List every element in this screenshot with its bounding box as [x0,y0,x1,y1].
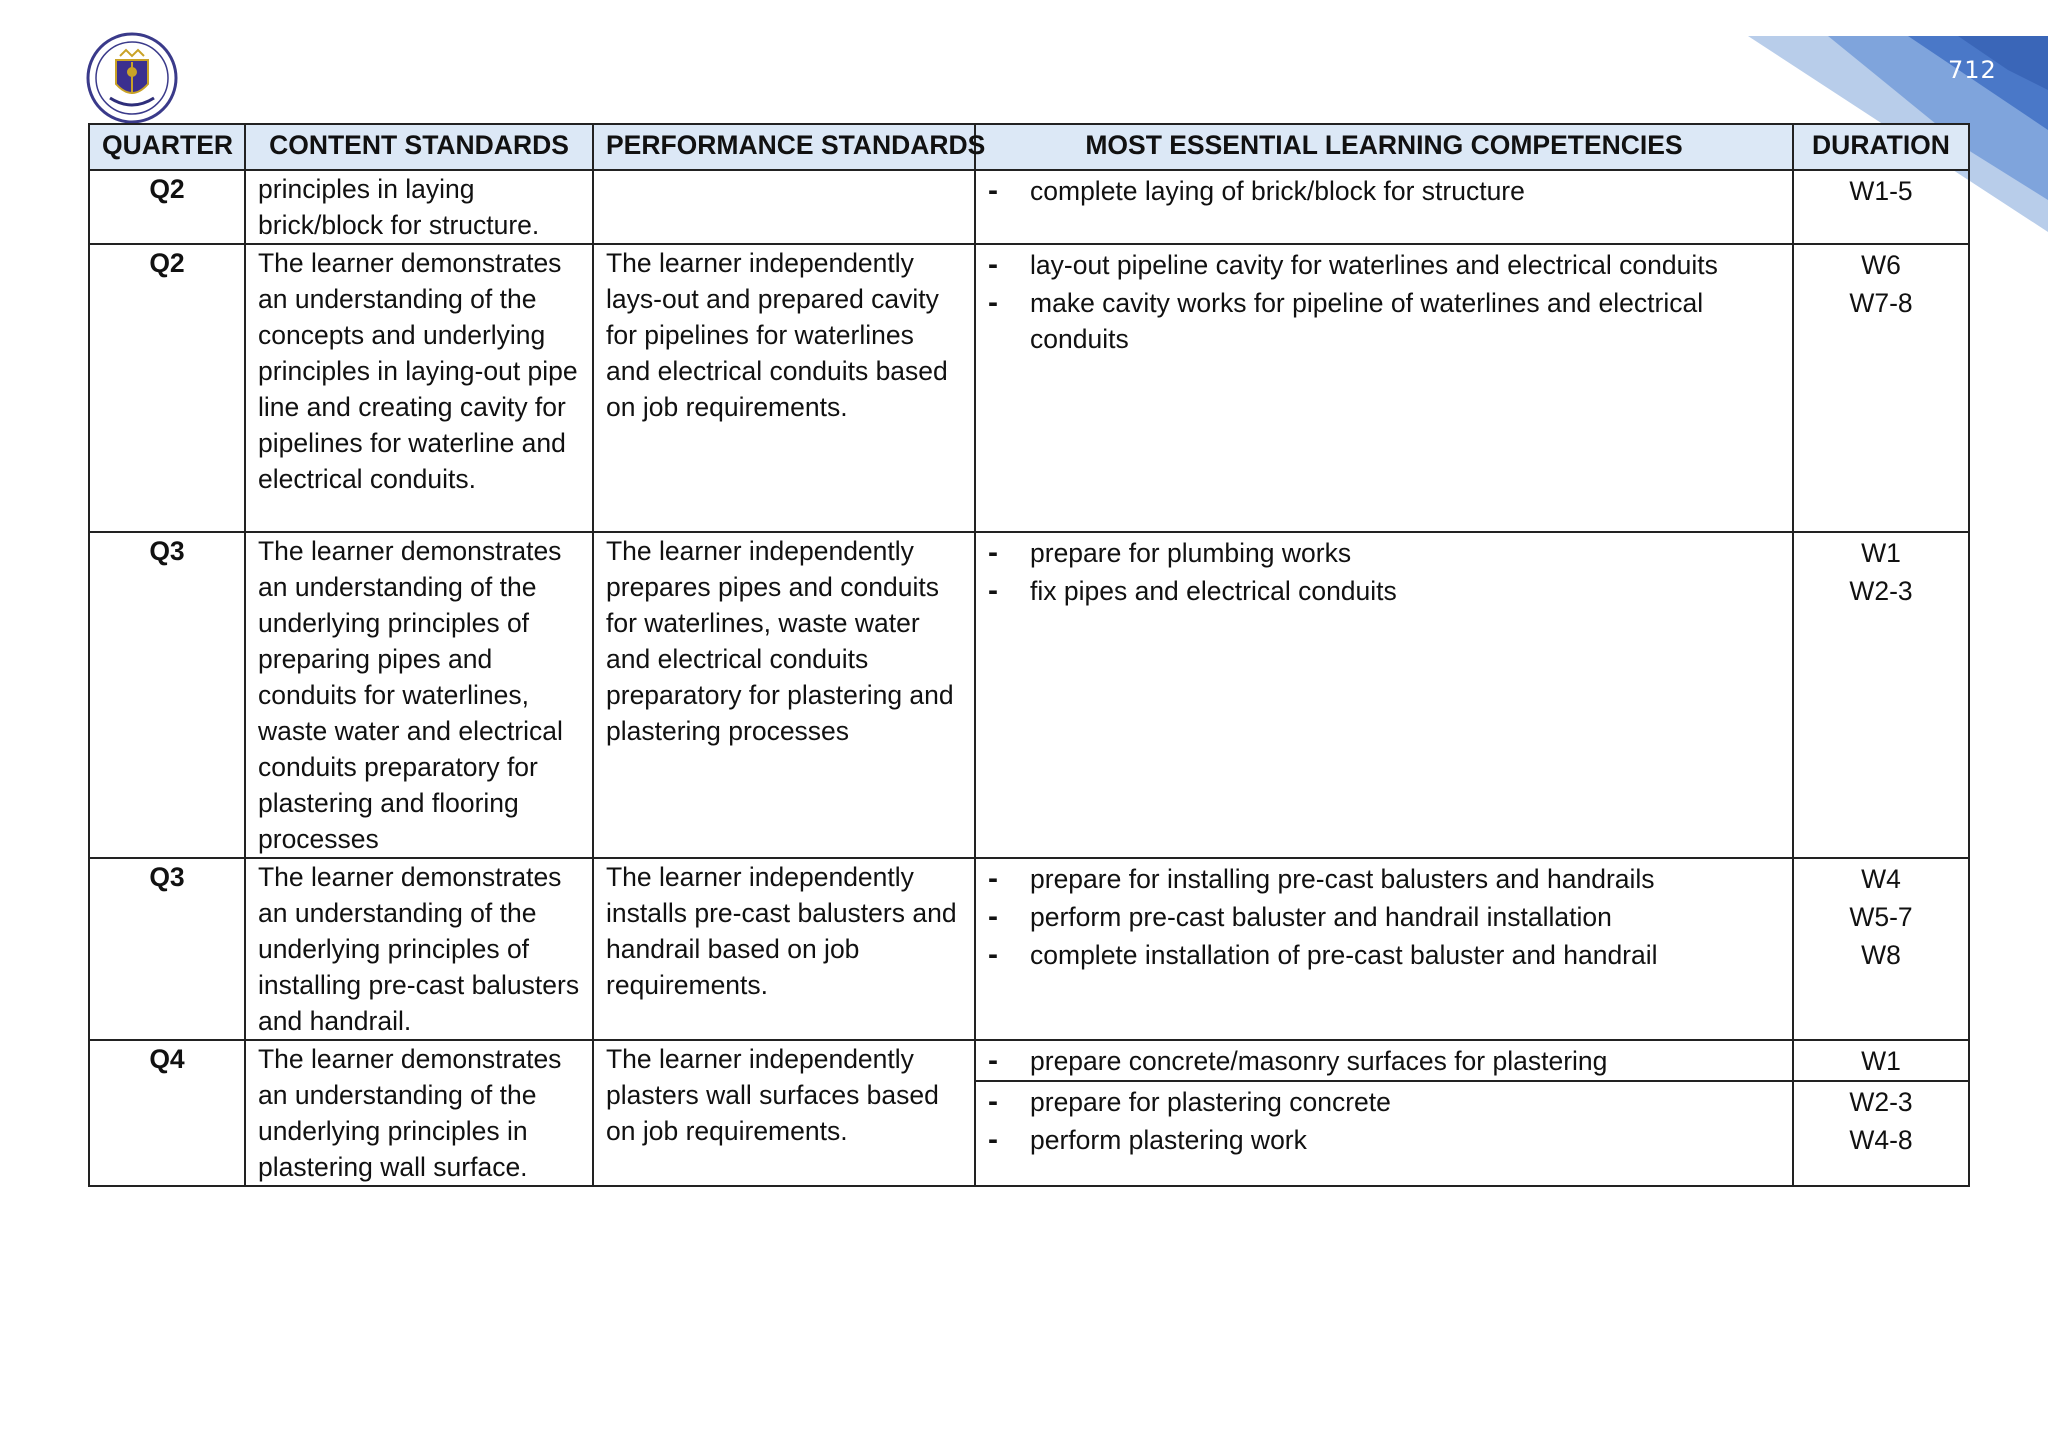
competency-text: prepare for plumbing works [1030,538,1352,568]
competencies-cell [975,858,1793,1040]
content-standard-cell: The learner demonstrates an understanding of the underlying principles of installing pre-cast balusters and handrail. [245,858,593,1040]
competencies-cell [975,1081,1793,1186]
competency-text: perform plastering work [1030,1124,1307,1155]
competency-text: perform pre-cast baluster and handrail installation [1030,902,1612,932]
competency-item [988,285,1780,357]
curriculum-table [88,123,1970,1187]
header-duration: DURATION [1793,124,1969,170]
performance-standard-cell: The learner independently lays-out and prepared cavity for pipelines for waterlines and electrical conduits based on job requirements. [593,244,975,532]
competencies-cell [975,1040,1793,1081]
content-standard-cell: The learner demonstrates an understanding of the underlying principles of preparing pipes and conduits for waterlines, waste water and electrical conduits preparatory for plastering and flooring processes [245,532,593,858]
competencies-cell [975,532,1793,858]
quarter-cell: Q3 [89,858,245,1040]
content-standard-cell: The learner demonstrates an understanding of the underlying principles in plastering wall surface. [245,1040,593,1186]
quarter-cell: Q4 [89,1040,245,1186]
competency-item [988,937,1780,973]
duration-value: W6 [1861,250,1901,280]
header-content-standards: CONTENT STANDARDS [245,124,593,170]
bullet-dash: - [988,1084,998,1118]
bullet-dash: - [988,1044,998,1077]
performance-standard-cell: The learner independently installs pre-cast balusters and handrail based on job requirements. [593,858,975,1040]
quarter-cell: Q2 [89,244,245,532]
bullet-dash: - [988,1122,998,1156]
duration-value: W7-8 [1849,288,1913,318]
duration-value: W4 [1861,864,1901,894]
competency-text: lay-out pipeline cavity for waterlines and electrical conduits [1030,250,1718,280]
duration-cell [1793,1040,1969,1081]
table-row [89,858,1969,1040]
competency-item [988,1122,1780,1158]
competency-item [988,1084,1780,1120]
table-row [89,1040,1969,1081]
quarter-cell: Q2 [89,170,245,244]
table-row [89,244,1969,532]
bullet-dash: - [988,174,998,207]
competency-text: prepare concrete/masonry surfaces for plastering [1030,1046,1608,1076]
competency-text: prepare for installing pre-cast balusters and handrails [1030,864,1655,894]
header-performance-standards: PERFORMANCE STANDARDS [593,124,975,170]
table-row [89,170,1969,244]
bullet-dash: - [988,938,998,971]
competency-text: complete installation of pre-cast baluster and handrail [1030,940,1658,970]
duration-cell [1793,858,1969,1040]
content-standard-cell: principles in laying brick/block for structure. [245,170,593,244]
quarter-cell: Q3 [89,532,245,858]
competency-item [988,173,1780,209]
duration-cell [1793,1081,1969,1186]
performance-standard-cell: The learner independently prepares pipes and conduits for waterlines, waste water and electrical conduits preparatory for plastering and plastering processes [593,532,975,858]
competency-text: fix pipes and electrical conduits [1030,576,1397,606]
duration-value: W1 [1861,1046,1901,1076]
duration-value: W1 [1861,538,1901,568]
competency-text: complete laying of brick/block for structure [1030,176,1525,206]
bullet-dash: - [988,574,998,607]
bullet-dash: - [988,536,998,569]
content-standard-cell: The learner demonstrates an understanding of the concepts and underlying principles in laying-out pipe line and creating cavity for pipelines for waterline and electrical conduits. [245,244,593,532]
competency-item [988,1043,1780,1079]
deped-seal-logo [86,32,178,124]
competencies-cell [975,244,1793,532]
performance-standard-cell [593,170,975,244]
duration-value: W5-7 [1849,902,1913,932]
page-number: 712 [1948,56,1997,84]
duration-value: W4-8 [1849,1124,1913,1155]
competency-item [988,899,1780,935]
bullet-dash: - [988,862,998,895]
duration-value: W1-5 [1849,176,1913,206]
competency-text: make cavity works for pipeline of waterlines and electrical conduits [1030,288,1704,354]
competency-item [988,861,1780,897]
competency-item [988,247,1780,283]
competency-item [988,573,1780,609]
table-row [89,532,1969,858]
competencies-cell [975,170,1793,244]
bullet-dash: - [988,286,998,319]
performance-standard-cell: The learner independently plasters wall surfaces based on job requirements. [593,1040,975,1186]
duration-cell [1793,170,1969,244]
competency-text: prepare for plastering concrete [1030,1086,1391,1117]
header-learning-competencies: MOST ESSENTIAL LEARNING COMPETENCIES [975,124,1793,170]
duration-value: W8 [1861,940,1901,970]
duration-cell [1793,532,1969,858]
header-quarter: QUARTER [89,124,245,170]
bullet-dash: - [988,248,998,281]
competency-item [988,535,1780,571]
table-header-row [89,124,1969,170]
duration-cell [1793,244,1969,532]
bullet-dash: - [988,900,998,933]
duration-value: W2-3 [1849,576,1913,606]
duration-value: W2-3 [1849,1086,1913,1117]
